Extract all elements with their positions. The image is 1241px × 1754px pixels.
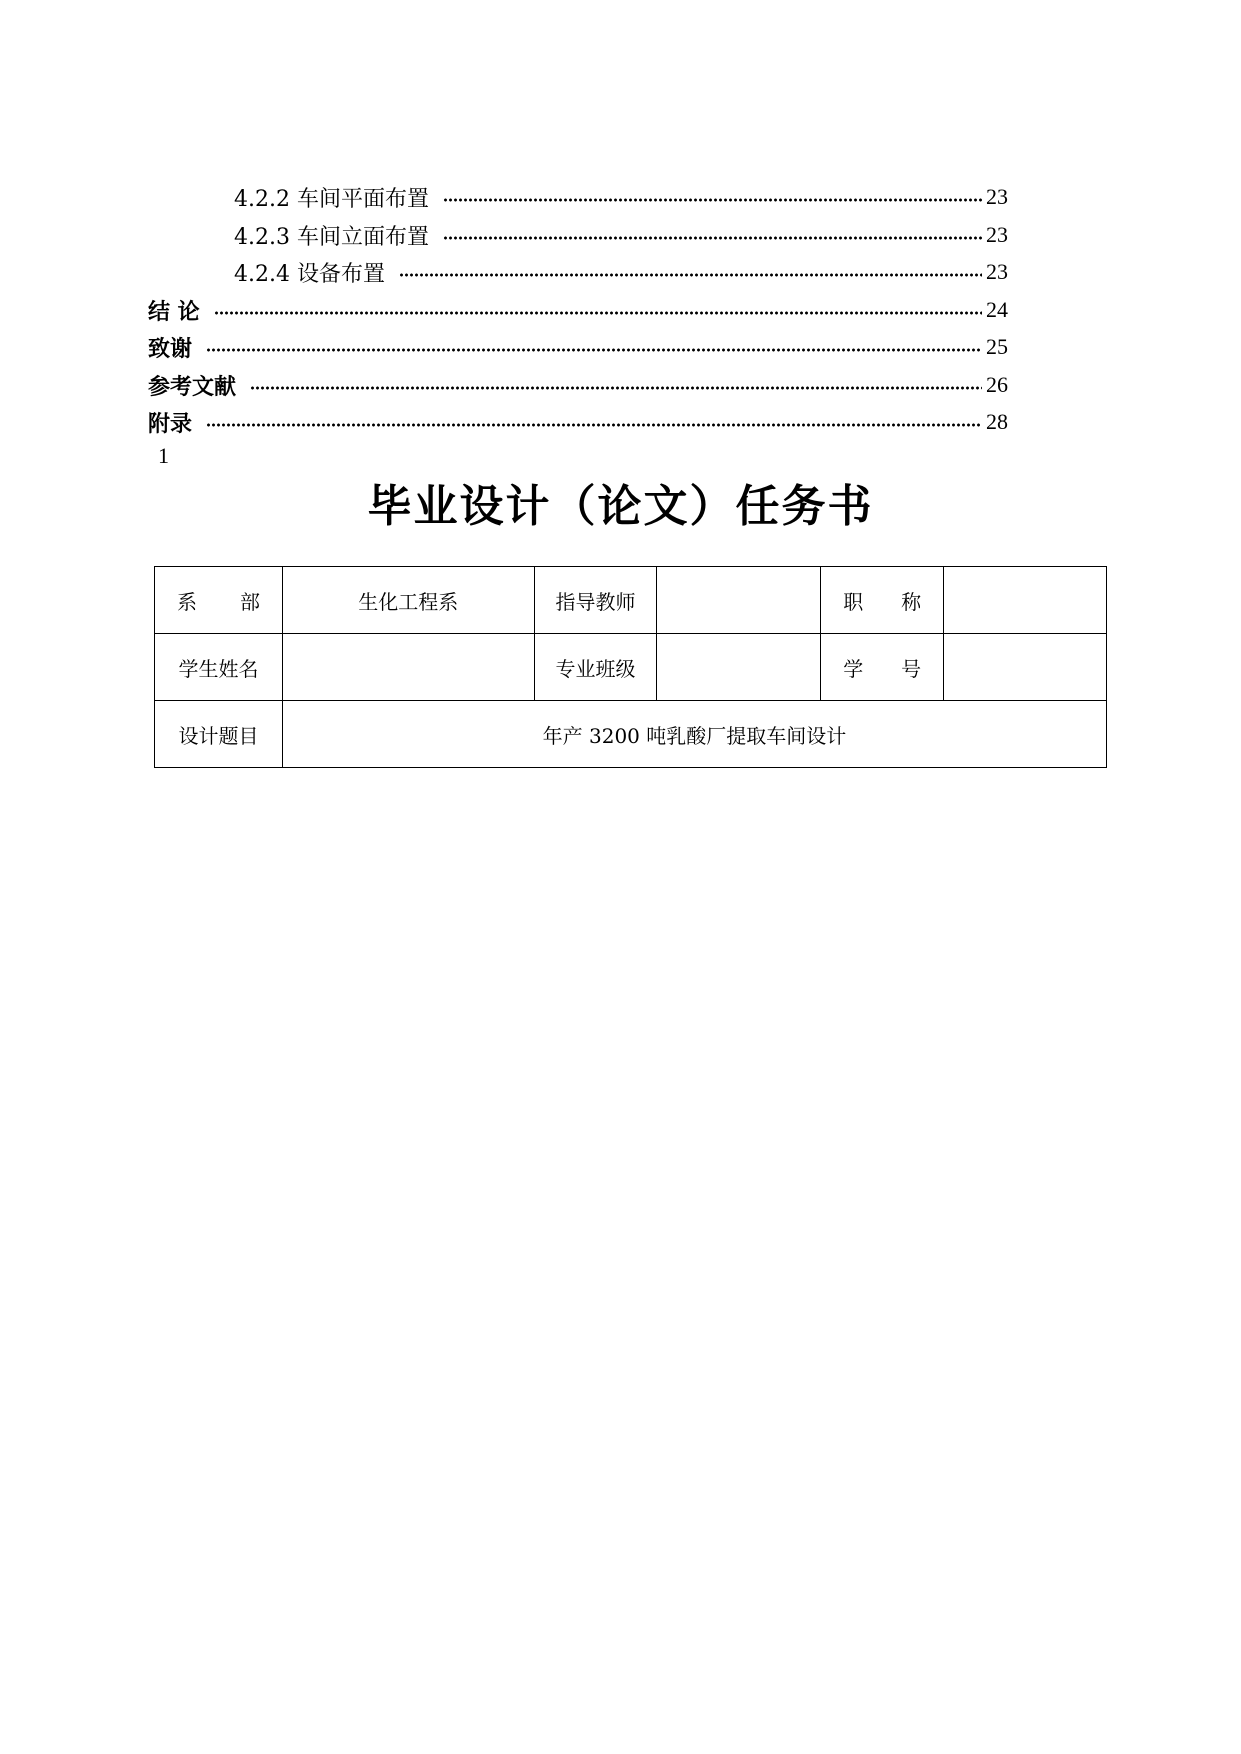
rank-label-char: 称 — [901, 589, 922, 614]
student-id-label-cell — [821, 634, 944, 701]
rank-label-cell — [821, 567, 944, 634]
student-name-label: 学生姓名 — [155, 634, 283, 701]
toc-leader-dots — [443, 236, 982, 240]
toc-entry-label: 4.2.3 车间立面布置 — [234, 224, 429, 250]
toc-entry-page: 26 — [986, 372, 1008, 397]
dept-label-cell — [155, 567, 283, 634]
toc-leader-dots — [214, 311, 982, 315]
toc-entry-page: 25 — [986, 334, 1008, 359]
student-id-value[interactable] — [944, 634, 1107, 701]
page-title: 毕业设计（论文）任务书 — [367, 481, 874, 532]
table-row — [155, 567, 1107, 634]
toc-leader-dots — [443, 198, 982, 202]
toc-entry-label: 4.2.4 设备布置 — [234, 261, 385, 287]
rank-label-char: 职 — [843, 589, 864, 614]
toc-entry-4-2-3[interactable] — [234, 218, 1008, 252]
task-info-table — [154, 566, 1107, 768]
student-id-label-char: 号 — [901, 656, 922, 681]
toc-entry-conclusion[interactable] — [148, 293, 1008, 327]
toc-entry-page: 28 — [986, 409, 1008, 434]
dept-label-char: 部 — [239, 589, 260, 614]
toc-entry-4-2-2[interactable] — [234, 180, 1008, 214]
toc-entry-label: 4.2.2 车间平面布置 — [234, 186, 429, 212]
toc-entry-references[interactable] — [148, 368, 1008, 402]
student-name-value[interactable] — [282, 634, 534, 701]
class-label: 专业班级 — [534, 634, 657, 701]
toc-leader-dots — [399, 273, 982, 277]
table-row — [155, 701, 1107, 768]
toc-entry-appendix[interactable] — [148, 405, 1008, 439]
page-number: 1 — [158, 443, 169, 468]
toc-entry-4-2-4[interactable] — [234, 255, 1008, 289]
topic-value[interactable]: 年产 3200 吨乳酸厂提取车间设计 — [282, 701, 1106, 768]
class-value[interactable] — [657, 634, 821, 701]
toc-leader-dots — [250, 386, 982, 390]
toc-entry-label: 致谢 — [148, 336, 193, 362]
advisor-value[interactable] — [657, 567, 821, 634]
toc-entry-page: 23 — [986, 184, 1008, 209]
toc-entry-label: 参考文献 — [148, 374, 237, 400]
toc-leader-dots — [206, 423, 982, 427]
rank-value[interactable] — [944, 567, 1107, 634]
dept-value[interactable]: 生化工程系 — [282, 567, 534, 634]
table-row — [155, 634, 1107, 701]
toc-entry-page: 24 — [986, 297, 1008, 322]
topic-label: 设计题目 — [155, 701, 283, 768]
student-id-label-char: 学 — [843, 656, 864, 681]
toc-entry-label: 附录 — [148, 411, 193, 437]
toc-entry-page: 23 — [986, 259, 1008, 284]
toc-leader-dots — [206, 348, 982, 352]
advisor-label: 指导教师 — [534, 567, 657, 634]
toc-entry-acknowledgements[interactable] — [148, 330, 1008, 364]
dept-label-char: 系 — [177, 589, 197, 614]
toc-entry-page: 23 — [986, 222, 1008, 247]
toc-entry-label: 结 论 — [148, 299, 200, 325]
